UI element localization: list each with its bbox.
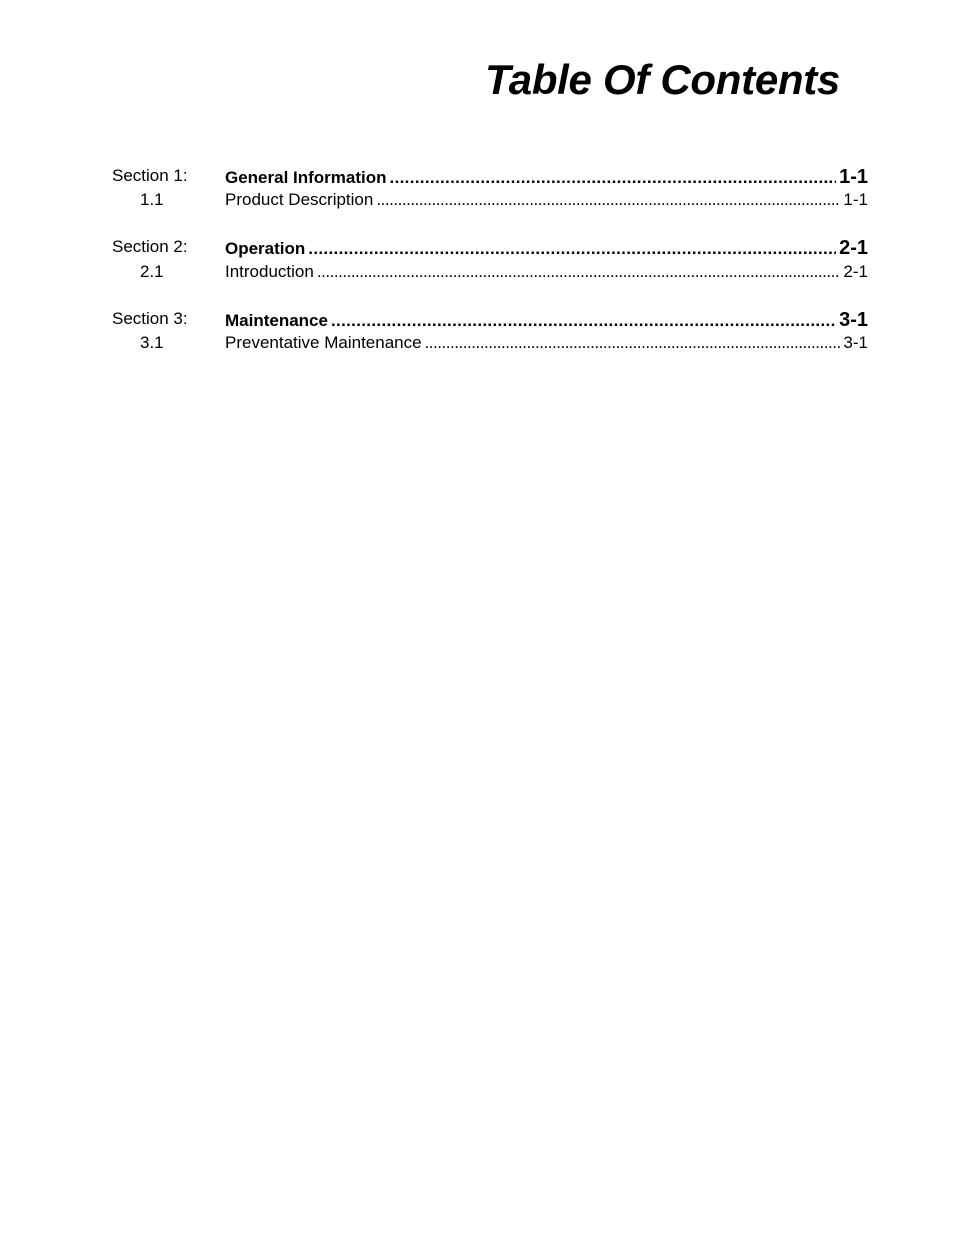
section-title: Maintenance bbox=[225, 311, 328, 330]
subsection-title: Introduction bbox=[225, 262, 314, 281]
section-title: General Information bbox=[225, 168, 387, 187]
dot-leader bbox=[308, 239, 836, 259]
section-label: Section 2: bbox=[112, 237, 188, 256]
dot-leader bbox=[376, 190, 840, 210]
subsection-entry[interactable] bbox=[225, 190, 868, 210]
section-entry[interactable] bbox=[225, 166, 868, 189]
subsection-entry[interactable] bbox=[225, 333, 868, 353]
section-entry[interactable] bbox=[225, 237, 868, 260]
dot-leader bbox=[331, 311, 836, 331]
subsection-page-number: 1-1 bbox=[843, 190, 868, 209]
subsection-number: 1.1 bbox=[140, 190, 164, 209]
subsection-number: 3.1 bbox=[140, 333, 164, 352]
section-title: Operation bbox=[225, 239, 306, 258]
section-label: Section 1: bbox=[112, 166, 188, 185]
subsection-page-number: 3-1 bbox=[843, 333, 868, 352]
section-entry[interactable] bbox=[225, 309, 868, 332]
subsection-title: Preventative Maintenance bbox=[225, 333, 422, 352]
section-page-number: 2-1 bbox=[839, 237, 868, 259]
subsection-title: Product Description bbox=[225, 190, 374, 209]
section-page-number: 1-1 bbox=[839, 166, 868, 188]
subsection-page-number: 2-1 bbox=[843, 262, 868, 281]
section-page-number: 3-1 bbox=[839, 309, 868, 331]
section-label: Section 3: bbox=[112, 309, 188, 328]
dot-leader bbox=[390, 168, 837, 188]
subsection-entry[interactable] bbox=[225, 262, 868, 282]
subsection-number: 2.1 bbox=[140, 262, 164, 281]
dot-leader bbox=[425, 333, 841, 353]
page-title: Table Of Contents bbox=[484, 56, 840, 103]
dot-leader bbox=[317, 262, 841, 282]
